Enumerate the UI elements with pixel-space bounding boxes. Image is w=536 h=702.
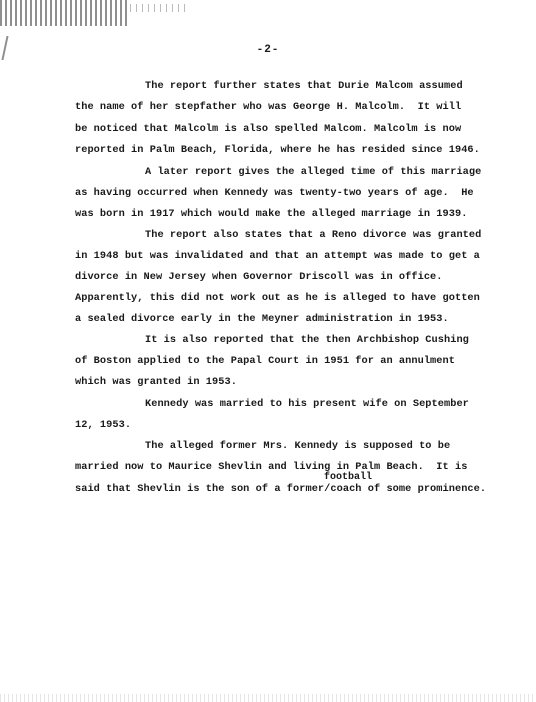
document-line: The alleged former Mrs. Kennedy is supposed to be <box>145 440 451 452</box>
page-number: -2- <box>256 44 280 56</box>
scan-artifact-bottom <box>0 694 536 702</box>
document-line: reported in Palm Beach, Florida, where he has resided since 1946. <box>75 144 480 156</box>
document-line: as having occurred when Kennedy was twenty-two years of age. He <box>75 187 474 199</box>
document-line: The report also states that a Reno divorce was granted <box>145 229 482 241</box>
document-line: divorce in New Jersey when Governor Driscoll was in office. <box>75 271 443 283</box>
document-line: was born in 1917 which would make the alleged marriage in 1939. <box>75 208 468 220</box>
document-line: which was granted in 1953. <box>75 376 237 388</box>
document-line: in 1948 but was invalidated and that an attempt was made to get a <box>75 250 480 262</box>
document-line: the name of her stepfather who was George H. Malcolm. It will <box>75 101 462 113</box>
document-line: be noticed that Malcolm is also spelled Malcom. Malcolm is now <box>75 123 462 135</box>
scan-artifact-top-2 <box>130 4 190 12</box>
document-line: It is also reported that the then Archbishop Cushing <box>145 334 469 346</box>
document-line: 12, 1953. <box>75 419 132 431</box>
document-line: a sealed divorce early in the Meyner administration in 1953. <box>75 313 449 325</box>
document-line: married now to Maurice Shevlin and living in Palm Beach. It is <box>75 461 468 473</box>
scan-artifact-top <box>0 0 130 26</box>
handwritten-insertion: football <box>324 472 373 483</box>
document-line: A later report gives the alleged time of this marriage <box>145 166 482 178</box>
document-line: of Boston applied to the Papal Court in 1951 for an annulment <box>75 355 455 367</box>
document-line: Kennedy was married to his present wife on September <box>145 398 469 410</box>
document-line: The report further states that Durie Malcom assumed <box>145 80 463 92</box>
document-line: Apparently, this did not work out as he is alleged to have gotten <box>75 292 480 304</box>
document-line: said that Shevlin is the son of a former/coach of some prominence. <box>75 483 487 495</box>
